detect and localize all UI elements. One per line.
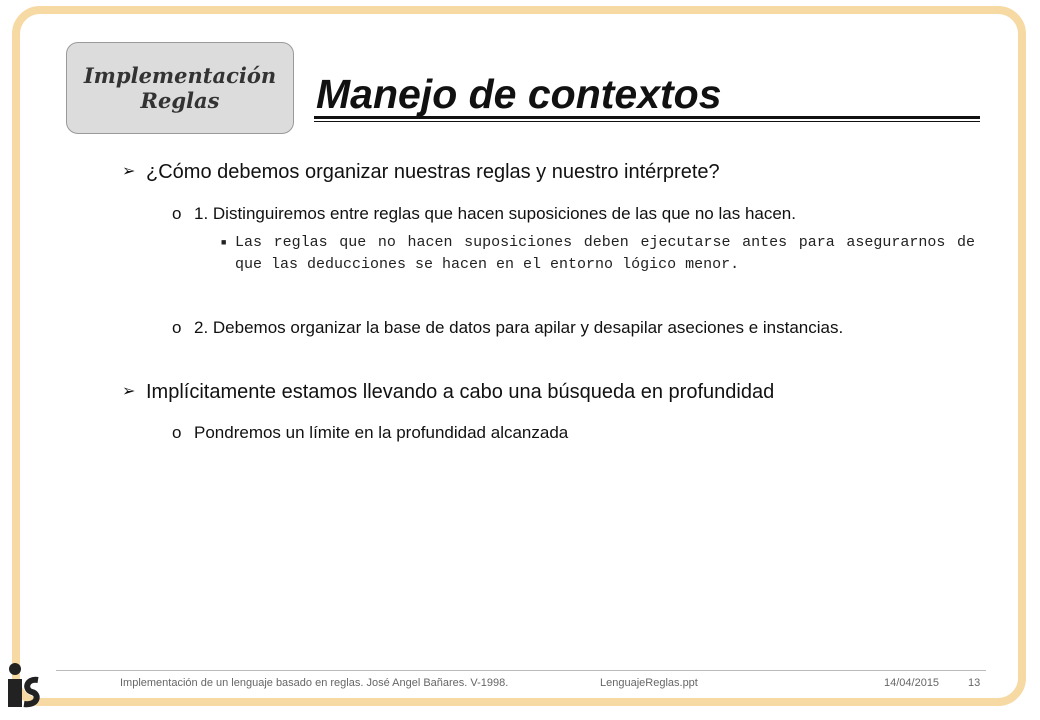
circle-bullet-icon: o [172,318,182,337]
arrow-bullet-icon: ➢ [122,163,136,180]
bullet-text: Implícitamente estamos llevando a cabo una búsqueda en profundidad [146,381,775,403]
bullet-text: 2. Debemos organizar la base de datos para apilar y desapilar aseciones e instancias. [194,318,844,337]
footer-date: 14/04/2015 [884,677,940,689]
bullet-text: Las reglas que no hacen suposiciones deben ejecutarse antes para asegurarnos de que las deducciones se hacen en el entorno lógico menor. [235,234,975,273]
footer-file: LenguajeReglas.ppt [600,677,698,689]
section-tag [66,42,294,134]
section-tag-line1: Implementación [83,63,277,88]
title-underline [314,116,980,122]
bullet-text: 1. Distinguiremos entre reglas que hacen suposiciones de las que no las hacen. [194,204,796,223]
bullet-level3 [221,232,975,276]
bullet-level1 [122,380,774,404]
bullet-level2 [172,202,796,226]
slide-title: Manejo de contextos [316,71,722,117]
circle-bullet-icon: o [172,423,182,442]
footer-page-number: 13 [968,677,981,689]
bullet-text: ¿Cómo debemos organizar nuestras reglas y nuestro intérprete? [146,161,720,183]
bullet-level2 [172,316,892,340]
arrow-bullet-icon: ➢ [122,383,136,400]
square-bullet-icon: ■ [221,238,227,248]
footer-course: Implementación de un lenguaje basado en reglas. José Angel Bañares. V-1998. [120,677,509,689]
bullet-text: Pondremos un límite en la profundidad alcanzada [194,423,569,442]
bullet-level2 [172,421,568,445]
section-tag-line2: Reglas [140,88,220,113]
is-logo-icon [4,660,44,716]
circle-bullet-icon: o [172,204,182,223]
footer-divider [56,670,986,671]
bullet-level1 [122,160,720,184]
